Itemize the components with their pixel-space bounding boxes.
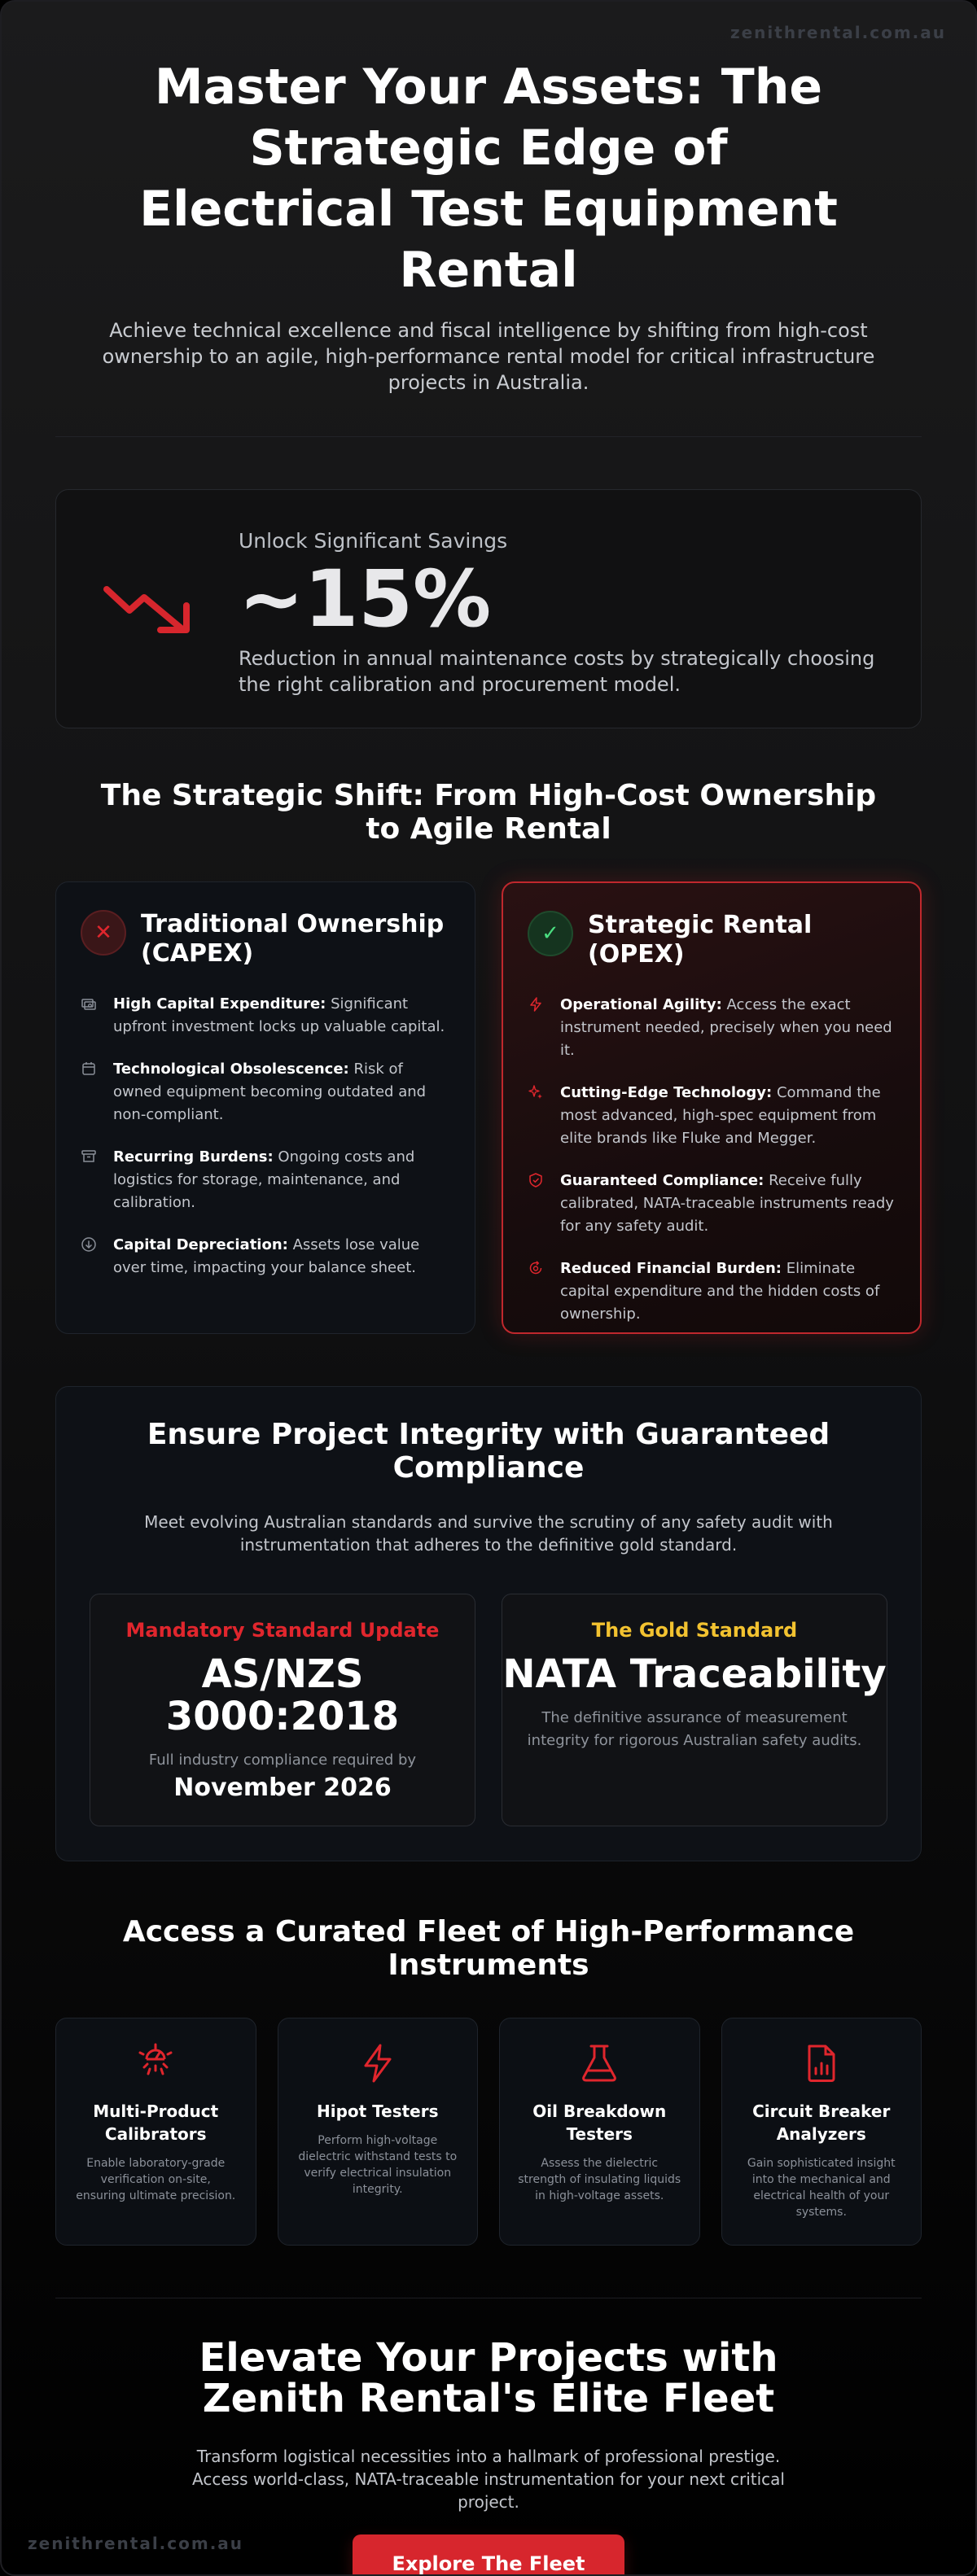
rental-card-title: Strategic Rental (OPEX) (588, 911, 813, 969)
savings-value: ~15% (239, 553, 492, 645)
savings-kicker: Unlock Significant Savings (239, 529, 508, 553)
fleet-item-name: Circuit Breaker Analyzers (752, 2101, 891, 2144)
archive-box-icon (81, 1146, 99, 1214)
fleet-item-breaker (721, 2018, 922, 2246)
calendar-icon (81, 1058, 99, 1126)
trending-down-icon (102, 579, 193, 640)
cta-description: Transform logistical necessities into a hallmark of professional prestige. Access world-class, NATA-traceable instrumentation for your next critical project. (192, 2447, 785, 2512)
divider (55, 436, 922, 437)
savings-text (239, 529, 882, 698)
arrow-down-circle-icon (81, 1234, 99, 1279)
fleet-item-name: Multi-Product Calibrators (93, 2101, 219, 2144)
fleet-item-name: Oil Breakdown Testers (532, 2101, 667, 2144)
shift-section-title: The Strategic Shift: From High-Cost Ownership to Agile Rental (100, 779, 877, 846)
site-domain-top: zenithrental.com.au (729, 23, 946, 42)
compliance-description: Meet evolving Australian standards and survive the scrutiny of any safety audit with instrumentation that adheres to the definitive gold standard. (144, 1512, 833, 1555)
rental-card (502, 881, 922, 1334)
ownership-card-title: Traditional Ownership (CAPEX) (141, 910, 445, 968)
list-item (528, 1082, 896, 1150)
fleet-section-title: Access a Curated Fleet of High-Performance Instruments (122, 1915, 855, 1982)
standards-row (90, 1594, 887, 1826)
ownership-card-header (81, 910, 450, 969)
gold-value: NATA Traceability (502, 1651, 887, 1697)
item-heading: Cutting-Edge Technology: (560, 1084, 773, 1101)
item-text: Eliminate capital expenditure and the hidden costs of ownership. (560, 1260, 880, 1323)
compliance-section (55, 1386, 922, 1861)
gauge-icon (56, 2041, 256, 2088)
list-item (81, 1058, 450, 1126)
explore-fleet-button[interactable]: Explore The Fleet (353, 2534, 624, 2576)
fleet-item-desc: Perform high-voltage dielectric withstand tests to verify electrical insulation integrity. (298, 2134, 458, 2196)
lightning-icon (278, 2041, 478, 2088)
fleet-item-name: Hipot Testers (316, 2101, 439, 2121)
fleet-grid (55, 2018, 922, 2246)
savings-description: Reduction in annual maintenance costs by strategically choosing the right calibration and procurement model. (239, 647, 875, 696)
lightning-icon (528, 994, 545, 1062)
item-heading: Operational Agility: (560, 996, 722, 1013)
item-text: Receive fully calibrated, NATA-traceable instruments ready for any safety audit. (560, 1172, 894, 1235)
cta-title: Elevate Your Projects with Zenith Rental's Elite Fleet (199, 2335, 778, 2421)
standard-update-card (90, 1594, 475, 1826)
rental-card-header (528, 911, 896, 969)
money-stack-icon (81, 993, 99, 1039)
fleet-item-desc: Assess the dielectric strength of insulating liquids in high-voltage assets. (518, 2157, 681, 2202)
standard-label: Mandatory Standard Update (125, 1619, 440, 1642)
close-circle-icon: ✕ (81, 910, 126, 956)
fleet-item-desc: Gain sophisticated insight into the mechanical and electrical health of your systems. (747, 2157, 896, 2219)
gold-standard-card (502, 1594, 887, 1826)
fleet-item-hipot (278, 2018, 479, 2246)
gold-label: The Gold Standard (591, 1619, 798, 1642)
list-item (81, 1146, 450, 1214)
fleet-item-oil (499, 2018, 700, 2246)
standard-date: November 2026 (173, 1773, 392, 1802)
check-circle-icon: ✓ (528, 911, 573, 956)
list-item (81, 1234, 450, 1279)
item-text: Assets lose value over time, impacting your balance sheet. (113, 1236, 420, 1276)
item-text: Ongoing costs and logistics for storage, maintenance, and calibration. (113, 1148, 415, 1211)
item-text: Significant upfront investment locks up valuable capital. (113, 995, 445, 1035)
savings-card (55, 489, 922, 728)
comparison-section (55, 881, 922, 1334)
fleet-item-desc: Enable laboratory-grade verification on-site, ensuring ultimate precision. (76, 2157, 236, 2202)
rental-list (528, 994, 896, 1326)
list-item (528, 1257, 896, 1326)
site-domain-bottom: zenithrental.com.au (28, 2534, 244, 2553)
standard-value: AS/NZS 3000:2018 (165, 1651, 400, 1739)
document-chart-icon (722, 2041, 922, 2088)
item-heading: Technological Obsolescence: (113, 1061, 349, 1078)
compliance-title: Ensure Project Integrity with Guaranteed Compliance (147, 1418, 830, 1485)
hero-section (2, 2, 975, 396)
item-heading: Recurring Burdens: (113, 1148, 274, 1166)
item-heading: High Capital Expenditure: (113, 995, 326, 1012)
coin-refresh-icon (528, 1257, 545, 1326)
item-text: Risk of owned equipment becoming outdated and non-compliant. (113, 1061, 427, 1123)
shield-check-icon (528, 1170, 545, 1238)
item-text: Access the exact instrument needed, precisely when you need it. (560, 996, 892, 1059)
ownership-card (55, 881, 475, 1334)
standard-sub: Full industry compliance required by (148, 1752, 417, 1769)
page-title: Master Your Assets: The Strategic Edge of Electrical Test Equipment Rental (139, 59, 838, 299)
list-item (81, 993, 450, 1039)
list-item (528, 1170, 896, 1238)
fleet-item-calibrators (55, 2018, 256, 2246)
item-heading: Guaranteed Compliance: (560, 1172, 765, 1189)
list-item (528, 994, 896, 1062)
item-text: Command the most advanced, high-spec equipment from elite brands like Fluke and Megger. (560, 1084, 881, 1147)
item-heading: Capital Depreciation: (113, 1236, 288, 1253)
gold-sub: The definitive assurance of measurement integrity for rigorous Australian safety audits. (527, 1709, 862, 1749)
flask-icon (500, 2041, 699, 2088)
item-heading: Reduced Financial Burden: (560, 1260, 782, 1277)
ownership-list (81, 993, 450, 1279)
sparkle-icon (528, 1082, 545, 1150)
page-subtitle: Achieve technical excellence and fiscal intelligence by shifting from high-cost ownership to an agile, high-performance rental model for critical infrastructure projects in Australia. (102, 319, 875, 394)
